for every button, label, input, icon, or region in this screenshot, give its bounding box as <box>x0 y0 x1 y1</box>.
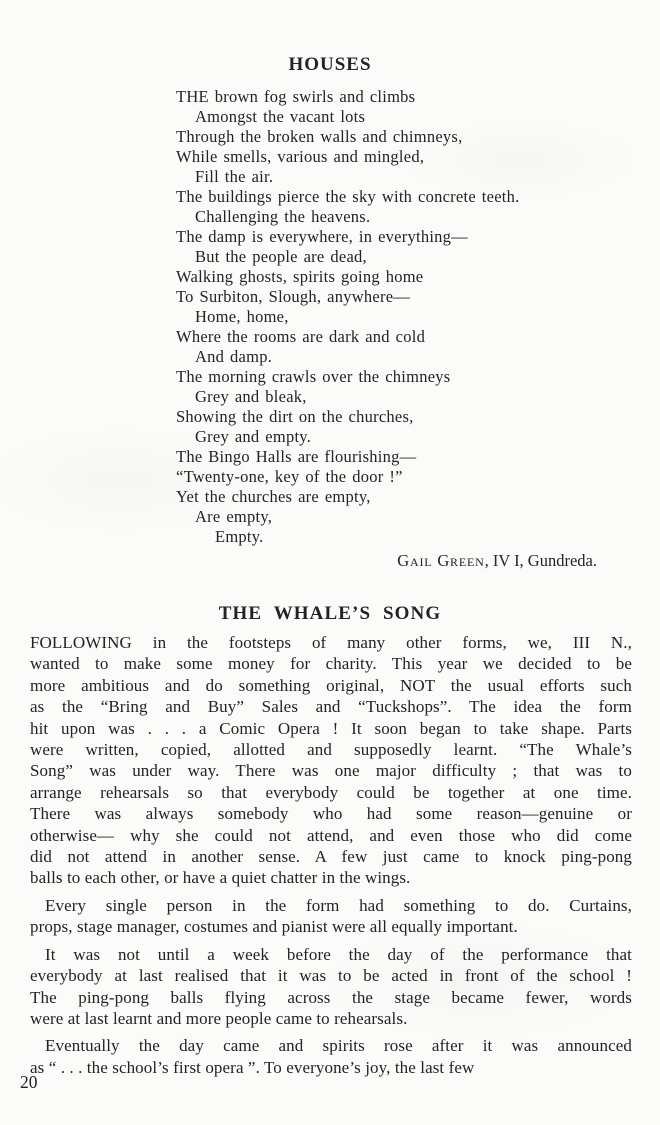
poem-line: While smells, various and mingled, <box>176 147 425 166</box>
poem-line: And damp. <box>195 347 273 366</box>
text-line: The ping-pong balls flying across the stage became fewer, words <box>30 987 632 1007</box>
text-line: Song” was under way. There was one major difficulty ; that was to <box>30 761 632 781</box>
text-line: FOLLOWING in the footsteps of many other forms, we, III N., <box>30 633 632 652</box>
poem-line: The Bingo Halls are flourishing— <box>176 447 417 466</box>
poem-line: Home, home, <box>195 307 289 326</box>
text-line: wanted to make some money for charity. This year we decided to be <box>30 654 632 674</box>
poem-line: The damp is everywhere, in everything— <box>176 227 468 246</box>
poem-line: Fill the air. <box>195 167 274 186</box>
poem-author: Gail Green <box>397 551 485 570</box>
poem-line: Grey and empty. <box>195 427 312 446</box>
text-line: as “ . . . the school’s first opera ”. To everyone’s joy, the last few <box>30 1057 475 1077</box>
text-line: Every single person in the form had something to do. Curtains, <box>45 895 632 915</box>
poem-line: Where the rooms are dark and cold <box>176 327 426 346</box>
text-line: It was not until a week before the day of the performance that <box>45 944 632 964</box>
text-line: did not attend in another sense. A few just came to knock ping-pong <box>30 847 632 867</box>
poem-author-form: , IV I, Gundreda. <box>484 551 597 570</box>
poem-line: Showing the dirt on the churches, <box>176 407 414 426</box>
poem-byline <box>0 551 597 571</box>
text-line: as the “Bring and Buy” Sales and “Tuckshops”. The idea the form <box>30 697 632 717</box>
poem-line: Challenging the heavens. <box>195 207 371 226</box>
text-line: were at last learnt and more people came to rehearsals. <box>30 1008 408 1028</box>
text-line: otherwise— why she could not attend, and even those who did come <box>30 825 632 845</box>
poem-line: The morning crawls over the chimneys <box>176 367 451 386</box>
text-line: Eventually the day came and spirits rose after it was announced <box>45 1036 632 1056</box>
poem-line: But the people are dead, <box>195 247 367 266</box>
paragraph <box>30 1035 632 1078</box>
text-line: props, stage manager, costumes and pianist were all equally important. <box>30 917 518 937</box>
poem-line: Amongst the vacant lots <box>195 107 366 126</box>
poem-line: The buildings pierce the sky with concrete teeth. <box>176 187 520 206</box>
text-line: There was always somebody who had some reason—genuine or <box>30 804 632 824</box>
paragraph <box>30 944 632 1030</box>
poem-line: Empty. <box>215 527 264 546</box>
poem-title: HOUSES <box>288 54 372 75</box>
poem-line: Yet the churches are empty, <box>176 487 371 506</box>
poem-line: Walking ghosts, spirits going home <box>176 267 424 286</box>
poem-line: Are empty, <box>195 507 273 526</box>
text-line: everybody at last realised that it was to be acted in front of the school ! <box>30 966 632 986</box>
text-line: hit upon was . . . a Comic Opera ! It soon began to take shape. Parts <box>30 718 632 738</box>
poem-line: Through the broken walls and chimneys, <box>176 127 463 146</box>
text-line: were written, copied, allotted and supposedly learnt. “The Whale’s <box>30 740 632 760</box>
poem-line: Grey and bleak, <box>195 387 307 406</box>
poem-line: THE brown fog swirls and climbs <box>176 87 416 106</box>
text-line: balls to each other, or have a quiet chatter in the wings. <box>30 868 411 888</box>
text-line: arrange rehearsals so that everybody could be together at one time. <box>30 782 632 802</box>
poem-line: “Twenty-one, key of the door !” <box>176 467 403 486</box>
article-title: THE WHALE’S SONG <box>218 603 442 624</box>
poem-line: To Surbiton, Slough, anywhere— <box>176 287 411 306</box>
article-body <box>30 632 632 1078</box>
paragraph <box>30 895 632 938</box>
poem <box>176 87 660 547</box>
text-line: more ambitious and do something original, NOT the usual efforts such <box>30 675 632 695</box>
paragraph <box>30 632 632 889</box>
page-number: 20 <box>20 1072 38 1092</box>
